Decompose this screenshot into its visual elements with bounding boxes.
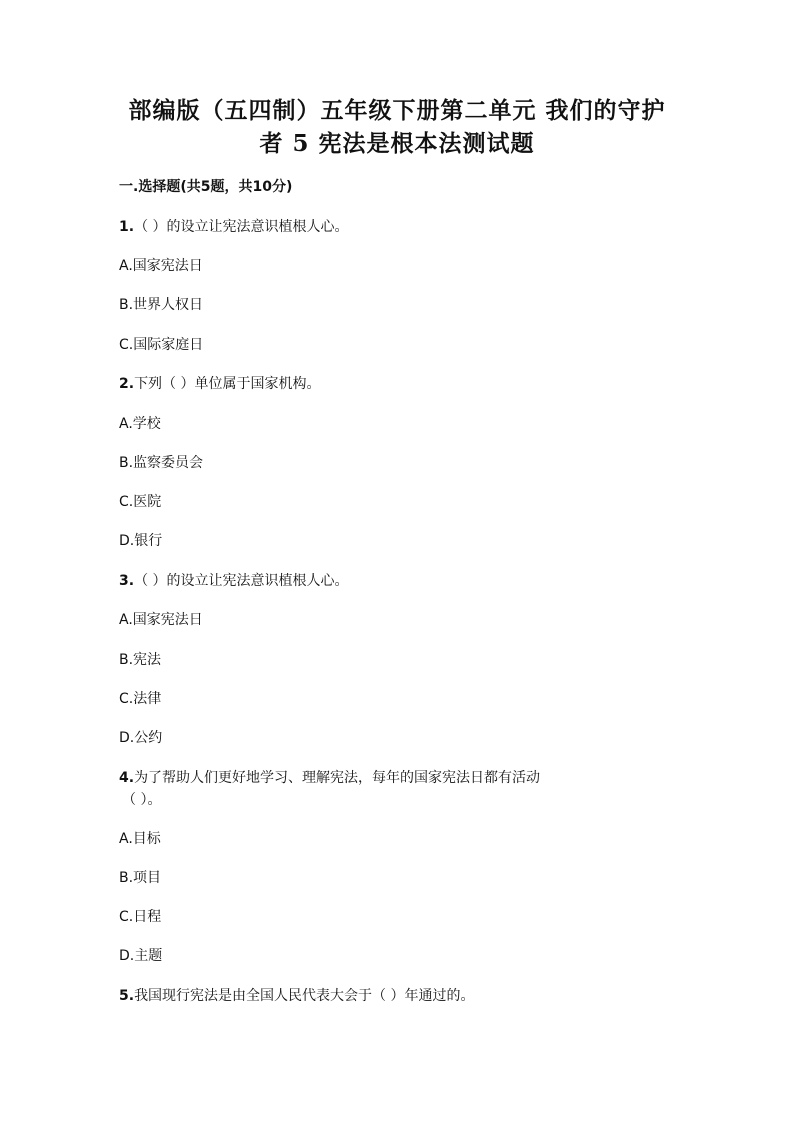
question-number: 4. [119,770,135,786]
section-heading: 一.选择题(共5题，共10分) [119,179,293,195]
question-1 [119,217,349,237]
question-1-option-c: C.国际家庭日 [119,337,204,353]
question-1-option-b: B.世界人权日 [119,297,204,313]
question-3-option-d: D.公约 [119,730,163,746]
document-title-line-1: 部编版（五四制）五年级下册第二单元 我们的守护 [128,97,666,124]
question-2-option-d: D.银行 [119,533,163,549]
question-3-option-b: B.宪法 [119,652,162,668]
question-4-option-b: B.项目 [119,870,162,886]
question-2-option-b: B.监察委员会 [119,455,204,471]
question-5 [119,986,475,1006]
question-text: 下列（ ）单位属于国家机构。 [134,376,321,392]
question-number: 5. [119,988,135,1004]
question-2 [119,374,321,394]
question-text: 为了帮助人们更好地学习、理解宪法，每年的国家宪法日都有活动 [134,770,541,786]
question-3 [119,571,349,591]
question-4-option-a: A.目标 [119,831,161,847]
question-3-option-c: C.法律 [119,691,162,707]
question-number: 2. [119,376,135,392]
question-4-option-d: D.主题 [119,948,163,964]
question-text: （ ）的设立让宪法意识植根人心。 [134,219,349,235]
question-text: 我国现行宪法是由全国人民代表大会于（ ）年通过的。 [134,988,475,1004]
question-number: 3. [119,573,135,589]
question-1-option-a: A.国家宪法日 [119,258,203,274]
question-3-option-a: A.国家宪法日 [119,612,203,628]
question-4 [119,768,540,788]
question-4-option-c: C.日程 [119,909,162,925]
question-2-option-a: A.学校 [119,416,161,432]
question-4-continuation: （ ）。 [122,792,162,808]
document-title-line-2: 者 5 宪法是根本法测试题 [259,130,535,157]
question-number: 1. [119,219,135,235]
question-text: （ ）的设立让宪法意识植根人心。 [134,573,349,589]
question-2-option-c: C.医院 [119,494,162,510]
